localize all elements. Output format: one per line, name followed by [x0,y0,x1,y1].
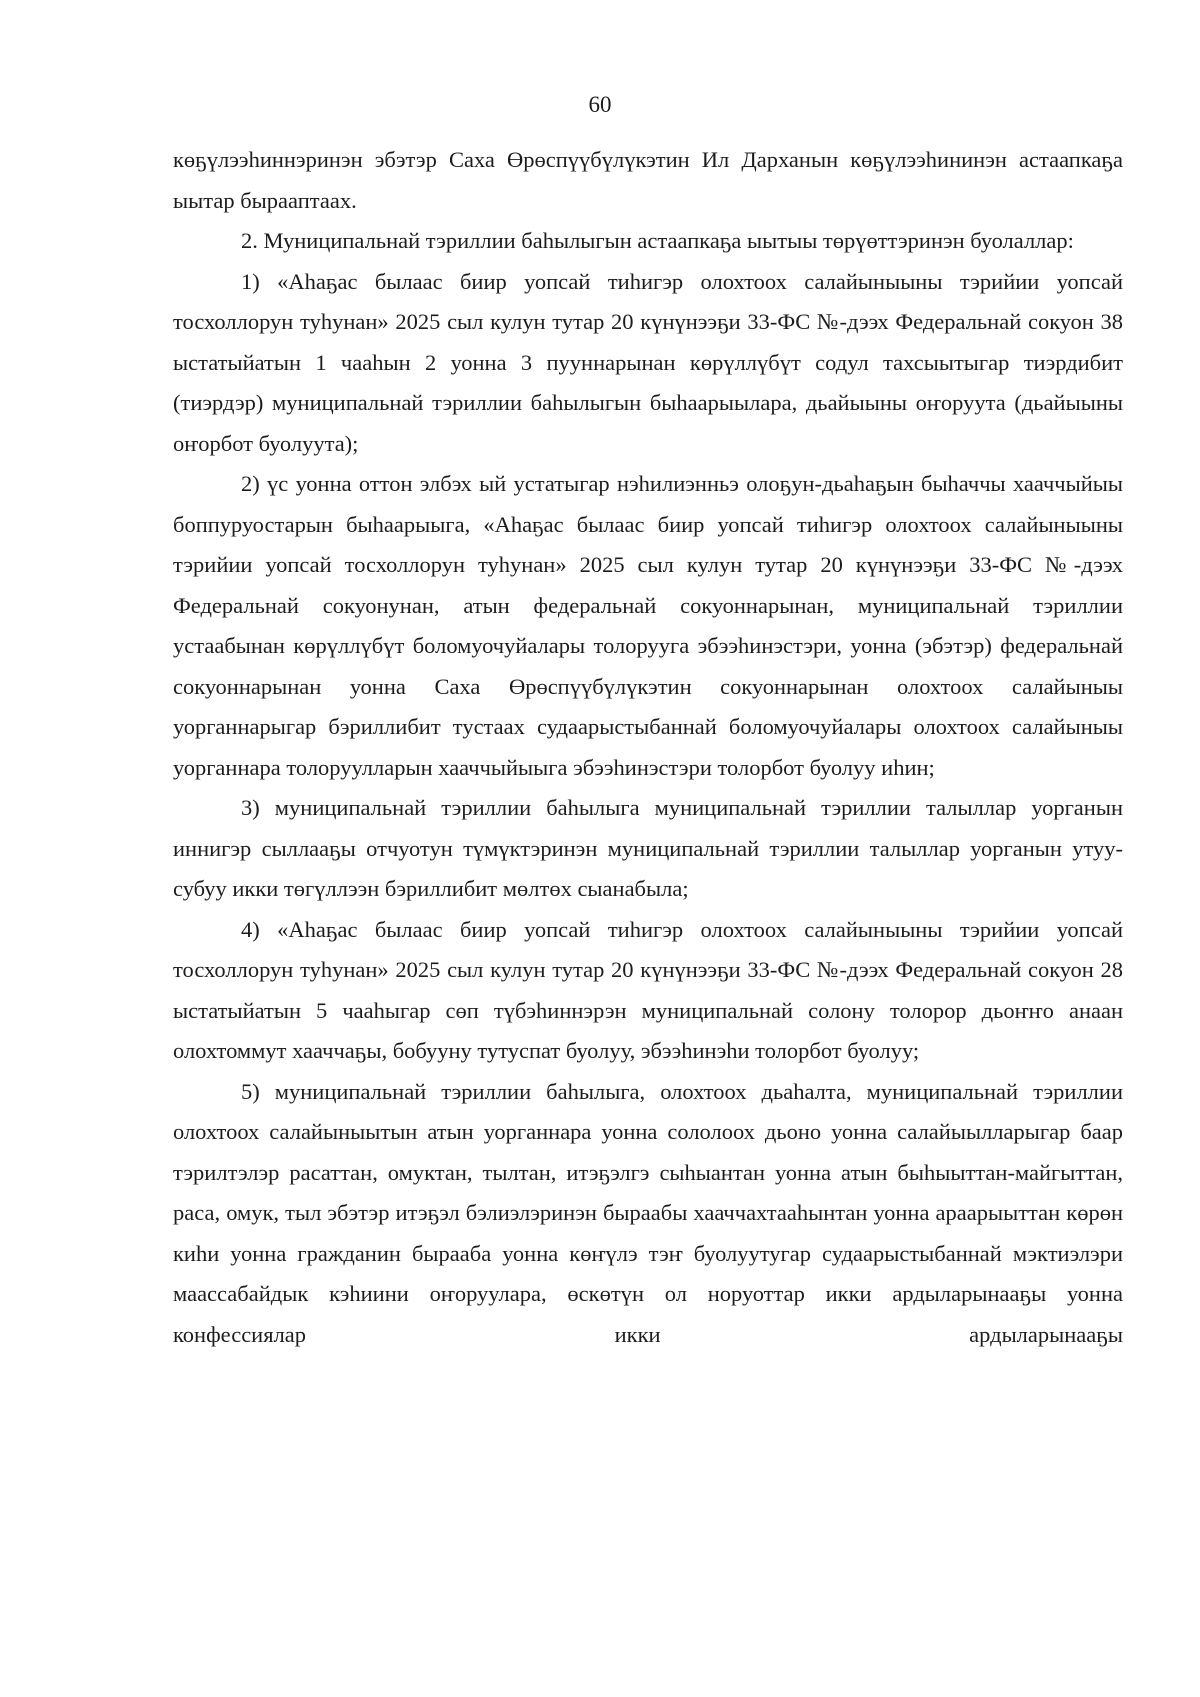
body-text [173,140,1123,1355]
paragraph-subitem-1: 1) «Аһаҕас былаас биир уопсай тиһигэр олохтоох салайыныыны тэрийии уопсай тосхоллорун туһунан» 2025 сыл кулун тутар 20 күнүнээҕи 33-ФС №-дээх Федеральнай сокуон 38 ыстатыйатын 1 чааһын 2 уонна 3 пууннарынан көрүллүбүт содул тахсыытыгар тиэрдибит (тиэрдэр) муниципальнай тэриллии баһылыгын быһаарыылара, дьайыыны оҥоруута (дьайыыны оҥорбот буолуута); [173,268,1123,456]
paragraph-subitem-3: 3) муниципальнай тэриллии баһылыга муниципальнай тэриллии талыллар уорганын иннигэр сыллааҕы отчуотун түмүктэринэн муниципальнай тэриллии талыллар уорганын утуу-субуу икки төгүллээн бэриллибит мөлтөх сыанабыла; [173,795,1123,901]
page-number: 60 [588,92,612,117]
paragraph-subitem-2: 2) үс уонна оттон элбэх ый устатыгар нэһилиэнньэ олоҕун-дьаһаҕын быһаччы хааччыйыы боппуруостарын быһаарыыга, «Аһаҕас былаас биир уопсай тиһигэр олохтоох салайыныыны тэрийии уопсай тосхоллорун туһунан» 2025 сыл кулун тутар 20 күнүнээҕи 33-ФС №-дээх Федеральнай сокуонунан, атын федеральнай сокуоннарынан, муниципальнай тэриллии устаабынан көрүллүбүт боломуочуйалары толорууга эбээһинэстэри, уонна (эбэтэр) федеральнай сокуоннарынан уонна Саха Өрөспүүбүлүкэтин сокуоннарынан олохтоох салайыныы уорганнарыгар бэриллибит тустаах судаарыстыбаннай боломуочуйалары олохтоох салайыныы уорганнара толоруулларын хааччыйыыга эбээһинэстэри толорбот буолуу иһин; [173,471,1123,780]
paragraph-subitem-5: 5) муниципальнай тэриллии баһылыга, олохтоох дьаһалта, муниципальнай тэриллии олохтоох салайыныытын атын уорганнара уонна сололоох дьоно уонна салайыылларыгар баар тэрилтэлэр расаттан, омуктан, тылтан, итэҕэлгэ сыһыантан уонна атын быһыыттан-майгыттан, раса, омук, тыл эбэтэр итэҕэл бэлиэлэринэн быраабы хааччахтааһынтан уонна араарыыттан көрөн киһи уонна гражданин бырааба уонна көҥүлэ тэҥ буолуутугар судаарыстыбаннай мэктиэлэри маассабайдык кэһиини оҥоруулара, өскөтүн ол норуоттар икки ардыларынааҕы уонна конфессиялар икки ардыларынааҕы [173,1078,1123,1347]
paragraph-subitem-4: 4) «Аһаҕас былаас биир уопсай тиһигэр олохтоох салайыныыны тэрийии уопсай тосхоллорун туһунан» 2025 сыл кулун тутар 20 күнүнээҕи 33-ФС №-дээх Федеральнай сокуон 28 ыстатыйатын 5 чааһыгар сөп түбэһиннэрэн муниципальнай солону толорор дьоҥҥо анаан олохтоммут хааччаҕы, бобууну тутуспат буолуу, эбээһинэһи толорбот буолуу; [173,916,1123,1063]
paragraph-item-2: 2. Муниципальнай тэриллии баһылыгын астаапкаҕа ыытыы төрүөттэринэн буолаллар: [241,228,1074,253]
paragraph-continuation: көҕүлээһиннэринэн эбэтэр Саха Өрөспүүбүлүкэтин Ил Дарханын көҕүлээһининэн астаапкаҕа ыытар бырааптаах. [173,147,1123,213]
